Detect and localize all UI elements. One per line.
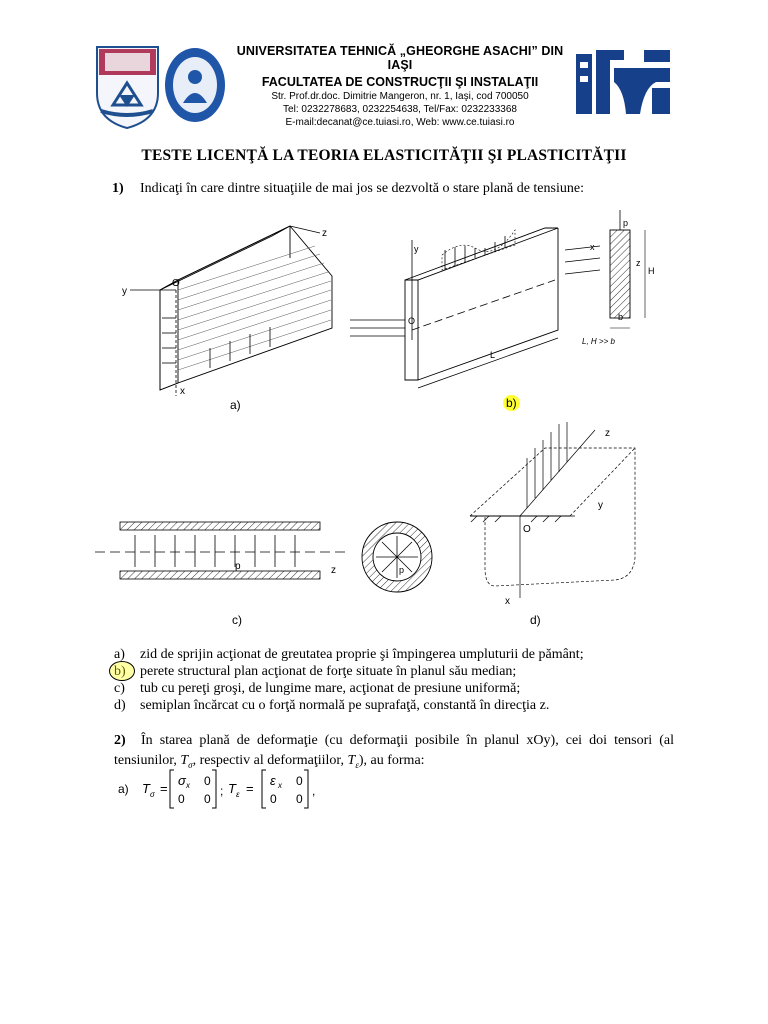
axis-y-label: y: [122, 286, 127, 297]
axis-x-label: x: [590, 242, 595, 252]
option-a[interactable]: [114, 646, 584, 663]
option-b-selected[interactable]: [114, 663, 584, 680]
t-sigma-subscript: σ: [188, 759, 193, 770]
figure-b-label: [503, 396, 520, 410]
axis-y-label: y: [414, 244, 419, 254]
t-eps-subscript: ε: [355, 759, 359, 770]
lhs-subscript-1: σ: [150, 790, 155, 799]
answer-label: a): [118, 782, 129, 796]
pressure-label: p: [623, 218, 629, 228]
dimension-note: L, H >> b: [582, 337, 615, 346]
circular-seal-logo: [163, 45, 227, 125]
option-text: tub cu pereţi groşi, de lungime mare, acţionat de presiune uniformă;: [140, 681, 521, 696]
phone-line: Tel: 0232278683, 0232254638, Tel/Fax: 0232233368: [283, 104, 517, 115]
m1-cell-sigma: σ: [178, 773, 186, 788]
figure-d-label: d): [530, 613, 541, 627]
question-1-options: [114, 646, 584, 714]
question-1: [112, 181, 584, 197]
figure-b-highlight: b): [503, 395, 520, 411]
institution-header: [230, 44, 570, 128]
m2-cell-10: 0: [270, 792, 277, 806]
faculty-name: FACULTATEA DE CONSTRUCŢII ŞI INSTALAŢII: [261, 75, 539, 89]
figure-d-half-plane: [465, 418, 665, 613]
axis-z-label: z: [322, 228, 327, 239]
figure-a-retaining-wall: [110, 218, 350, 398]
t-sigma-symbol: T: [180, 753, 189, 768]
lhs-symbol-1: T: [142, 781, 150, 796]
option-label: c): [114, 681, 125, 696]
t-eps-symbol: T: [347, 753, 356, 768]
m2-cell-01: 0: [296, 774, 303, 788]
question-text-part1: În starea plană de deformaţie (cu deformaţii posibile în planul xOy), cei doi tensori (al tensiunilor,: [114, 733, 674, 768]
lhs-symbol-2: T: [228, 781, 236, 796]
lhs-subscript-2: ε: [236, 790, 240, 799]
pressure-label: p: [235, 561, 241, 572]
figure-c-thick-tube: [95, 505, 445, 610]
question-number: 2): [114, 733, 126, 748]
axis-x-label: x: [180, 386, 185, 397]
university-crest-logo: [95, 45, 160, 130]
equals-1: =: [160, 781, 168, 796]
axis-z-label: z: [636, 258, 641, 268]
page-title: TESTE LICENŢĂ LA TEORIA ELASTICITĂŢII ŞI PLASTICITĂŢII: [141, 147, 627, 164]
option-label: a): [114, 647, 125, 662]
option-text: perete structural plan acţionat de forţe situate în planul său median;: [140, 664, 517, 679]
email-line: E-mail:decanat@ce.tuiasi.ro, Web: www.ce.tuiasi.ro: [285, 117, 515, 128]
end-comma: ,: [312, 784, 316, 798]
ring-pressure-label: p: [399, 565, 405, 575]
height-label: H: [648, 266, 655, 276]
m2-cell-11: 0: [296, 792, 303, 806]
origin-label: O: [172, 278, 180, 289]
m1-cell-10: 0: [178, 792, 185, 806]
m2-sub-x: x: [278, 781, 282, 790]
m1-sub-x: x: [186, 781, 190, 790]
question-text: Indicaţi în care dintre situaţiile de mai jos se dezvoltă o stare plană de tensiune:: [140, 181, 584, 196]
option-label: b): [114, 664, 126, 679]
origin-label: O: [408, 316, 416, 326]
axis-y-label: y: [598, 500, 603, 511]
option-d[interactable]: [114, 697, 584, 714]
question-text-part3: ), au forma:: [358, 753, 425, 768]
axis-x-label: x: [505, 596, 510, 607]
width-label: b: [618, 312, 624, 322]
address-line: Str. Prof.dr.doc. Dimitrie Mangeron, nr. 1, Iaşi, cod 700050: [271, 91, 529, 102]
faculty-logo: [574, 48, 672, 120]
equals-2: =: [246, 781, 254, 796]
option-label: d): [114, 698, 126, 713]
m1-cell-11: 0: [204, 792, 211, 806]
university-name: UNIVERSITATEA TEHNICĂ „GHEORGHE ASACHI” DIN IAŞI: [236, 44, 564, 72]
figure-b-plane-wall: [350, 200, 690, 395]
origin-label: O: [523, 524, 531, 535]
figure-c-label: c): [232, 613, 242, 627]
question-number: 1): [112, 181, 124, 196]
option-text: zid de sprijin acţionat de greutatea proprie şi împingerea umpluturii de pământ;: [140, 647, 584, 662]
figure-a-label: a): [230, 398, 241, 412]
option-text: semiplan încărcat cu o forţă normală pe suprafaţă, constantă în direcţia z.: [140, 698, 550, 713]
answer-a-matrices: [116, 767, 346, 811]
axis-z-label: z: [605, 428, 610, 439]
question-text-part2: , respectiv al deformaţiilor,: [192, 753, 348, 768]
m1-cell-01: 0: [204, 774, 211, 788]
separator: ;: [220, 784, 224, 798]
length-label: L: [490, 350, 496, 360]
axis-z-label: z: [331, 565, 336, 576]
option-c[interactable]: [114, 680, 584, 697]
m2-cell-eps: ε: [270, 773, 276, 788]
